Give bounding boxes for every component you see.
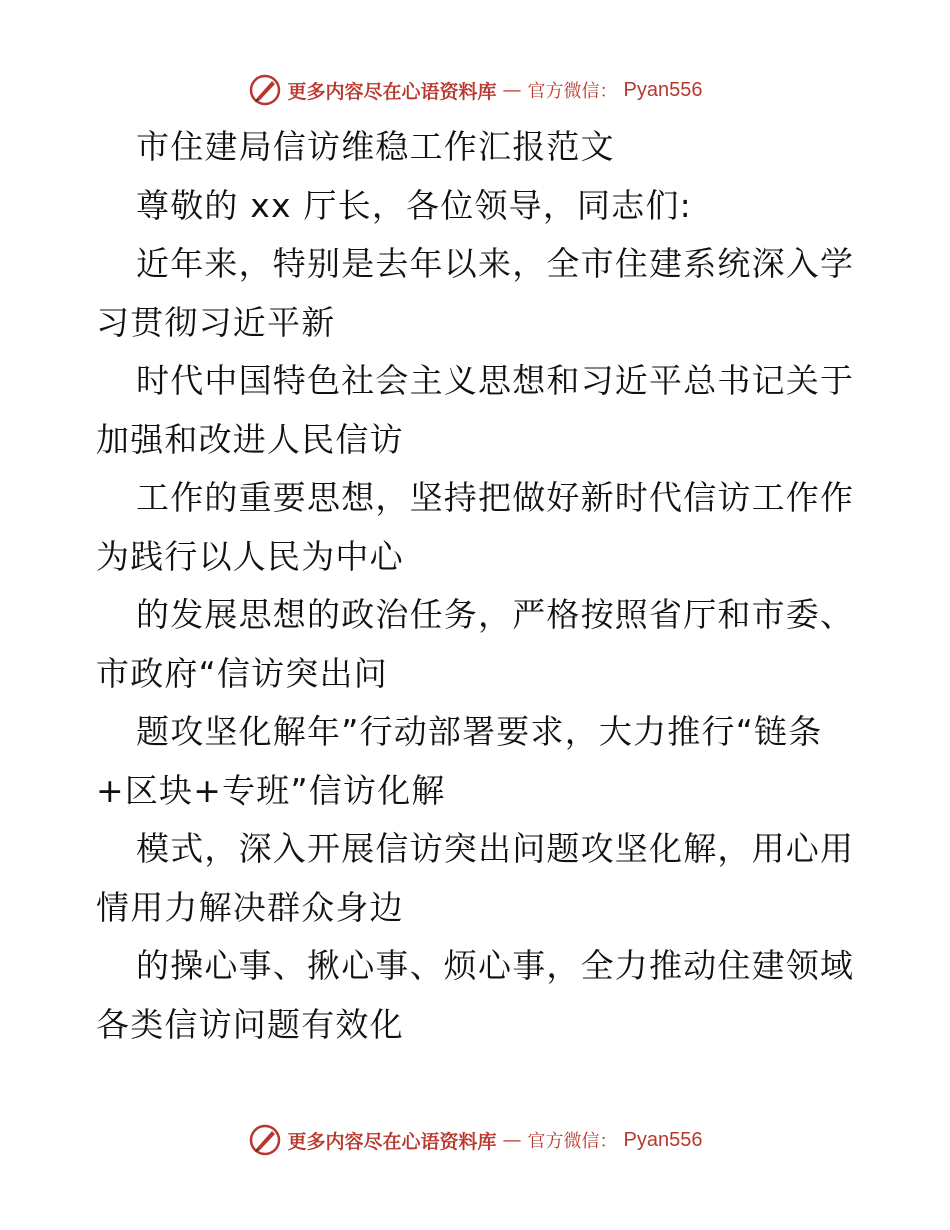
watermark-brand: 更多内容尽在心语资料库: [287, 1130, 497, 1153]
document-line: 时代中国特色社会主义思想和习近平总书记关于: [136, 361, 855, 400]
document-line: 市住建局信访维稳工作汇报范文: [136, 127, 615, 166]
watermark-separator: —: [502, 79, 522, 101]
quill-pen-logo-icon: [248, 1123, 282, 1157]
watermark-separator: —: [502, 1129, 522, 1151]
watermark-wechat-label: 官方微信：: [527, 81, 618, 102]
document-line: 情用力解决群众身边: [96, 887, 404, 927]
document-line: 为践行以人民为中心: [96, 536, 404, 576]
document-line: 的操心事、揪心事、烦心事，全力推动住建领域: [136, 946, 855, 985]
document-line: 各类信访问题有效化: [96, 1004, 404, 1044]
quill-pen-logo-icon: [248, 73, 282, 107]
document-line: +区块+专班”信访化解: [96, 770, 446, 810]
document-line: 工作的重要思想，坚持把做好新时代信访工作作: [136, 478, 855, 517]
document-line: 加强和改进人民信访: [96, 419, 404, 459]
header-watermark: [0, 68, 950, 112]
watermark-handle: Pyan556: [623, 1128, 703, 1151]
document-line: 的发展思想的政治任务，严格按照省厅和市委、: [136, 595, 855, 634]
document-line: 尊敬的 xx 厅长，各位领导，同志们:: [136, 185, 692, 225]
document-line: 近年来，特别是去年以来，全市住建系统深入学: [136, 244, 855, 283]
watermark-brand: 更多内容尽在心语资料库: [287, 80, 497, 103]
document-line: 市政府“信访突出问: [96, 653, 388, 693]
document-line: 题攻坚化解年”行动部署要求，大力推行“链条: [136, 712, 823, 751]
document-body: [96, 118, 856, 1054]
footer-watermark: [0, 1118, 950, 1162]
document-line: 模式，深入开展信访突出问题攻坚化解，用心用: [136, 829, 855, 868]
watermark-handle: Pyan556: [623, 78, 703, 101]
document-line: 习贯彻习近平新: [96, 302, 336, 342]
watermark-wechat-label: 官方微信：: [527, 1131, 618, 1152]
